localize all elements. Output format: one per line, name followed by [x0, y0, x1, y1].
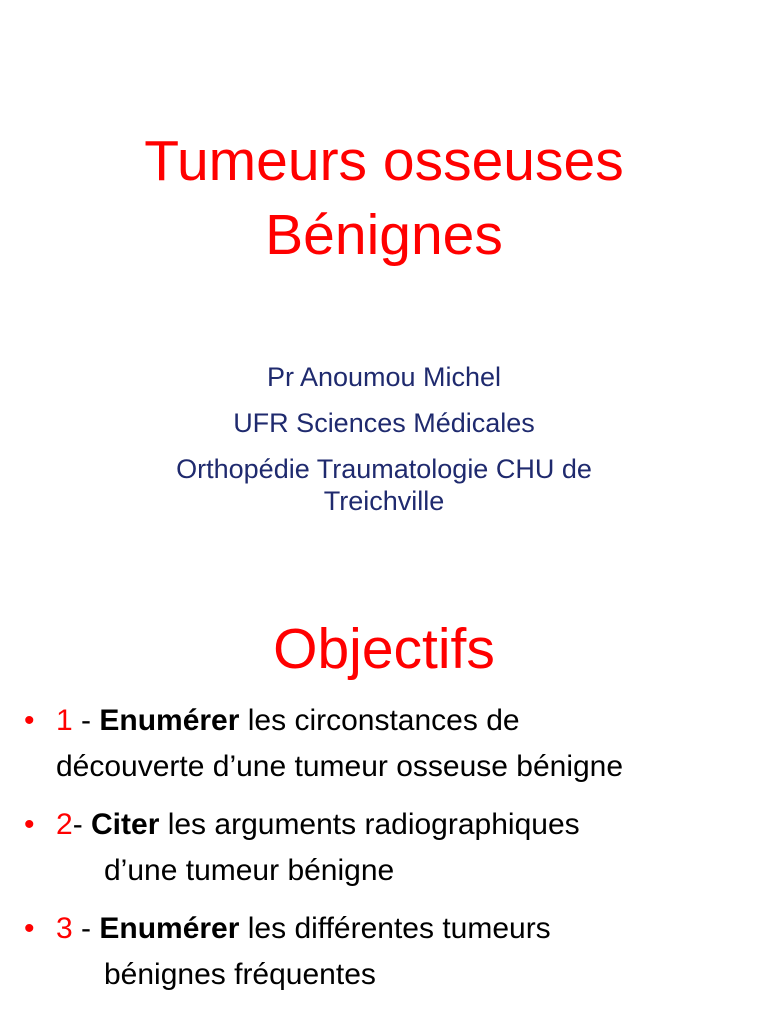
objective-number: 2 — [56, 808, 73, 841]
objective-separator: - — [72, 704, 100, 737]
list-item — [22, 802, 762, 894]
objective-verb: Citer — [91, 808, 160, 841]
objective-text: les circonstances de — [239, 704, 520, 737]
bullet-icon: • — [24, 808, 35, 841]
objective-text: les arguments radiographiques — [159, 808, 580, 841]
main-title-line-1: Tumeurs osseuses — [144, 129, 624, 193]
objective-text-continued: bénignes fréquentes — [104, 958, 376, 991]
list-item — [22, 698, 762, 790]
objective-separator: - — [72, 912, 100, 945]
objective-text-continued: découverte d’une tumeur osseuse bénigne — [56, 750, 624, 783]
objective-verb: Enumérer — [99, 704, 240, 737]
main-title — [0, 124, 768, 272]
list-item — [22, 906, 762, 998]
author-name: Pr Anoumou Michel — [266, 362, 502, 392]
objective-verb: Enumérer — [99, 912, 240, 945]
objective-number: 1 — [56, 704, 73, 737]
objective-text: les différentes tumeurs — [239, 912, 551, 945]
bullet-icon: • — [24, 704, 35, 737]
main-title-line-2: Bénignes — [265, 203, 503, 267]
objective-separator: - — [72, 808, 92, 841]
bullet-icon: • — [24, 912, 35, 945]
objectives-slide — [0, 600, 768, 1024]
objectives-heading: Objectifs — [273, 617, 495, 681]
subtitle-block — [0, 354, 768, 518]
faculty-name: UFR Sciences Médicales — [233, 408, 535, 438]
objective-number: 3 — [56, 912, 73, 945]
department-line-2: Treichville — [323, 486, 445, 516]
department-line-1: Orthopédie Traumatologie CHU de — [176, 454, 592, 484]
objectives-list — [22, 698, 762, 1010]
objective-text-continued: d’une tumeur bénigne — [104, 854, 395, 887]
